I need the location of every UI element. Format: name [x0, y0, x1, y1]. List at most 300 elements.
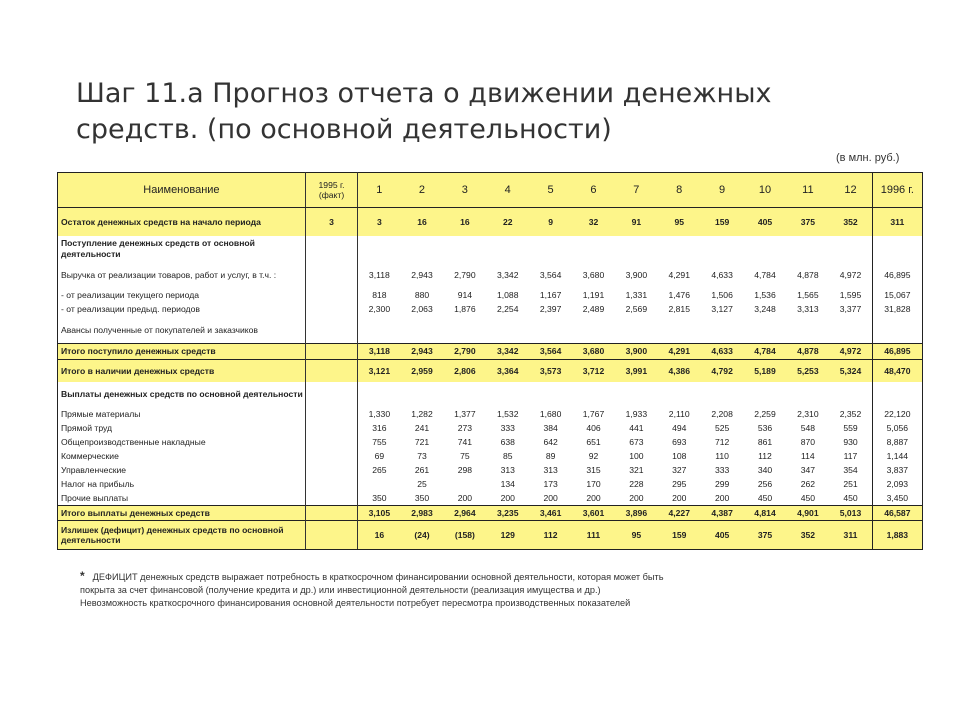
table-row-materials [58, 408, 923, 422]
table-row-total-receipts [58, 344, 923, 360]
cell-month-6: 1,767 [572, 408, 615, 422]
cell-month-10: 536 [744, 422, 787, 436]
cell-month-1 [358, 478, 401, 492]
cell-month-5: 3,461 [529, 506, 572, 521]
cell-month-4: 134 [486, 478, 529, 492]
cell-year-total: 46,587 [872, 506, 922, 521]
cell-month-11 [786, 317, 829, 344]
cell-month-2: 350 [401, 492, 444, 506]
cell-month-3: 298 [443, 464, 486, 478]
cell-fact [305, 303, 357, 317]
header-month-6: 6 [572, 173, 615, 208]
cell-month-5: 313 [529, 464, 572, 478]
cell-month-9: 405 [701, 521, 744, 550]
header-month-12: 12 [829, 173, 872, 208]
table-header-row [58, 173, 923, 208]
cell-month-3 [443, 317, 486, 344]
cell-month-2: 261 [401, 464, 444, 478]
cell-year-total: 31,828 [872, 303, 922, 317]
header-fact-label: (факт) [318, 190, 345, 200]
cell-month-11: 2,310 [786, 408, 829, 422]
cell-month-2: 73 [401, 450, 444, 464]
cell-month-3: 2,790 [443, 344, 486, 360]
row-label: Прямые материалы [58, 408, 306, 422]
cell-month-4: 129 [486, 521, 529, 550]
cell-month-7: 3,900 [615, 262, 658, 289]
cell-month-12: 2,352 [829, 408, 872, 422]
cell-year-total: 1,144 [872, 450, 922, 464]
cell-month-11 [786, 382, 829, 408]
cell-month-1: 2,300 [358, 303, 401, 317]
cell-month-6: 3,680 [572, 262, 615, 289]
cell-month-2 [401, 317, 444, 344]
cell-month-10: 3,248 [744, 303, 787, 317]
cell-month-4: 313 [486, 464, 529, 478]
cell-month-7: 91 [615, 208, 658, 236]
cell-month-4: 85 [486, 450, 529, 464]
cell-month-6: 3,680 [572, 344, 615, 360]
cell-month-3: 200 [443, 492, 486, 506]
cell-month-2: 25 [401, 478, 444, 492]
cell-month-11: 4,878 [786, 344, 829, 360]
cell-month-7: 228 [615, 478, 658, 492]
cell-month-8: 327 [658, 464, 701, 478]
header-month-7: 7 [615, 173, 658, 208]
cell-month-2: 2,063 [401, 303, 444, 317]
cell-month-12: 311 [829, 521, 872, 550]
cell-month-10: 450 [744, 492, 787, 506]
cell-month-1 [358, 236, 401, 262]
row-label: - от реализации предыд. периодов [58, 303, 306, 317]
cell-month-9: 299 [701, 478, 744, 492]
cell-fact [305, 450, 357, 464]
row-label: Авансы полученные от покупателей и заказчиков [58, 317, 306, 344]
cell-month-4: 3,364 [486, 360, 529, 382]
header-fact-year: 1995 г. [318, 180, 345, 190]
cell-month-5: 3,573 [529, 360, 572, 382]
cell-month-2 [401, 382, 444, 408]
table-row-payments-section [58, 382, 923, 408]
cell-month-11: 347 [786, 464, 829, 478]
cell-month-5: 9 [529, 208, 572, 236]
cell-month-1: 755 [358, 436, 401, 450]
cell-month-8 [658, 236, 701, 262]
cell-year-total: 1,883 [872, 521, 922, 550]
cell-month-9: 712 [701, 436, 744, 450]
cell-month-5: 1,680 [529, 408, 572, 422]
cell-month-1 [358, 382, 401, 408]
slide-title-line-1: Шаг 11.а Прогноз отчета о движении денежных [76, 78, 772, 109]
cell-month-3: 273 [443, 422, 486, 436]
cell-month-12: 5,324 [829, 360, 872, 382]
cell-month-5 [529, 236, 572, 262]
cell-month-9: 159 [701, 208, 744, 236]
cell-month-4: 3,342 [486, 262, 529, 289]
cell-month-9: 3,127 [701, 303, 744, 317]
cash-flow-table [57, 172, 923, 550]
cell-month-9: 4,792 [701, 360, 744, 382]
cell-month-6: 651 [572, 436, 615, 450]
cell-month-5 [529, 317, 572, 344]
cell-month-11: 3,313 [786, 303, 829, 317]
slide-title [76, 76, 776, 148]
header-month-10: 10 [744, 173, 787, 208]
row-label: Налог на прибыль [58, 478, 306, 492]
row-label: Прочие выплаты [58, 492, 306, 506]
footnote-line-1 [80, 570, 880, 584]
cell-month-11: 870 [786, 436, 829, 450]
cell-month-1: 69 [358, 450, 401, 464]
cell-month-2: 16 [401, 208, 444, 236]
header-month-2: 2 [401, 173, 444, 208]
cell-month-7: 3,991 [615, 360, 658, 382]
cell-month-10: 5,189 [744, 360, 787, 382]
table-row-surplus [58, 521, 923, 550]
cell-month-1: 316 [358, 422, 401, 436]
cell-month-9: 525 [701, 422, 744, 436]
cell-month-10: 375 [744, 521, 787, 550]
cell-month-5: 112 [529, 521, 572, 550]
cell-month-8: 4,291 [658, 262, 701, 289]
row-label: Итого выплаты денежных средств [58, 506, 306, 521]
cell-month-8: 108 [658, 450, 701, 464]
cell-month-3: 2,806 [443, 360, 486, 382]
cell-month-12: 4,972 [829, 262, 872, 289]
cell-month-7: 673 [615, 436, 658, 450]
cell-month-6: 2,489 [572, 303, 615, 317]
cell-month-12: 251 [829, 478, 872, 492]
header-month-3: 3 [443, 173, 486, 208]
table-row-receipts-section [58, 236, 923, 262]
cell-month-6: 111 [572, 521, 615, 550]
slide-title-line-2: средств. (по основной деятельности) [76, 114, 612, 145]
cell-month-2: 1,282 [401, 408, 444, 422]
cell-month-7: 321 [615, 464, 658, 478]
cell-month-11: 548 [786, 422, 829, 436]
cell-month-12: 930 [829, 436, 872, 450]
cell-month-7 [615, 317, 658, 344]
cell-month-2: 721 [401, 436, 444, 450]
cell-year-total: 8,887 [872, 436, 922, 450]
row-label: Общепроизводственные накладные [58, 436, 306, 450]
cell-month-8 [658, 317, 701, 344]
table-row-overhead [58, 436, 923, 450]
cell-month-10: 4,814 [744, 506, 787, 521]
cell-month-1: 818 [358, 289, 401, 303]
cell-month-4: 638 [486, 436, 529, 450]
cell-month-8: 95 [658, 208, 701, 236]
cell-month-10 [744, 317, 787, 344]
cell-month-4: 3,235 [486, 506, 529, 521]
cell-month-7 [615, 236, 658, 262]
cell-month-1: 1,330 [358, 408, 401, 422]
cell-fact [305, 464, 357, 478]
cell-year-total: 46,895 [872, 344, 922, 360]
cell-month-3 [443, 236, 486, 262]
row-label: Итого в наличии денежных средств [58, 360, 306, 382]
cell-fact: 3 [305, 208, 357, 236]
cell-month-4: 22 [486, 208, 529, 236]
row-label: Управленческие [58, 464, 306, 478]
cell-month-11: 5,253 [786, 360, 829, 382]
cell-month-12: 3,377 [829, 303, 872, 317]
cell-month-10: 1,536 [744, 289, 787, 303]
cell-month-10 [744, 382, 787, 408]
header-month-4: 4 [486, 173, 529, 208]
cell-month-9: 110 [701, 450, 744, 464]
cell-month-4: 333 [486, 422, 529, 436]
row-label: Коммерческие [58, 450, 306, 464]
cell-month-11: 114 [786, 450, 829, 464]
cell-month-4: 2,254 [486, 303, 529, 317]
cell-fact [305, 382, 357, 408]
cell-month-7: 3,896 [615, 506, 658, 521]
table-row-total-payments [58, 506, 923, 521]
footnote-line-2: покрыта за счет финансовой (получение кредита и др.) или инвестиционной деятельности (реализация имущества и др.) [80, 585, 601, 595]
cell-month-5: 642 [529, 436, 572, 450]
cell-month-1: 3,121 [358, 360, 401, 382]
cell-month-3 [443, 478, 486, 492]
cell-fact [305, 408, 357, 422]
cell-month-3: 1,377 [443, 408, 486, 422]
cell-month-7: 441 [615, 422, 658, 436]
cell-month-2: 2,943 [401, 344, 444, 360]
cell-month-11: 4,878 [786, 262, 829, 289]
cell-month-1: 16 [358, 521, 401, 550]
cell-month-12: 352 [829, 208, 872, 236]
cell-month-1: 265 [358, 464, 401, 478]
cell-year-total [872, 382, 922, 408]
cell-fact [305, 344, 357, 360]
cell-month-1: 3,118 [358, 262, 401, 289]
cell-year-total: 3,837 [872, 464, 922, 478]
cell-month-9: 4,633 [701, 344, 744, 360]
header-year-total: 1996 г. [872, 173, 922, 208]
cell-month-6: 3,712 [572, 360, 615, 382]
table-row-labor [58, 422, 923, 436]
cell-month-8: 200 [658, 492, 701, 506]
cell-month-7: 2,569 [615, 303, 658, 317]
cell-month-3 [443, 382, 486, 408]
cell-year-total [872, 317, 922, 344]
table-row-administrative [58, 464, 923, 478]
cell-month-6 [572, 382, 615, 408]
cell-month-8: 159 [658, 521, 701, 550]
header-month-9: 9 [701, 173, 744, 208]
cell-month-5: 3,564 [529, 344, 572, 360]
cell-month-10: 112 [744, 450, 787, 464]
table-row-advances [58, 317, 923, 344]
cell-fact [305, 262, 357, 289]
cell-month-3: 914 [443, 289, 486, 303]
cell-month-8: 295 [658, 478, 701, 492]
cell-fact [305, 478, 357, 492]
cell-month-9: 200 [701, 492, 744, 506]
cell-month-9: 1,506 [701, 289, 744, 303]
row-label: Излишек (дефицит) денежных средств по основной деятельности [58, 521, 306, 550]
cell-year-total: 22,120 [872, 408, 922, 422]
cell-month-2 [401, 236, 444, 262]
cell-fact [305, 360, 357, 382]
cell-month-6 [572, 317, 615, 344]
cell-month-8 [658, 382, 701, 408]
cell-month-5: 89 [529, 450, 572, 464]
cell-month-11: 375 [786, 208, 829, 236]
cell-month-9 [701, 236, 744, 262]
cell-fact [305, 422, 357, 436]
row-label: Выручка от реализации товаров, работ и услуг, в т.ч. : [58, 262, 306, 289]
cell-month-8: 4,386 [658, 360, 701, 382]
table-row-total-available [58, 360, 923, 382]
cell-month-7: 95 [615, 521, 658, 550]
cell-month-10: 256 [744, 478, 787, 492]
cell-year-total: 311 [872, 208, 922, 236]
cell-month-9: 333 [701, 464, 744, 478]
cell-month-6 [572, 236, 615, 262]
cell-month-7 [615, 382, 658, 408]
cell-month-2: 880 [401, 289, 444, 303]
table-body [58, 208, 923, 550]
cell-month-3: 75 [443, 450, 486, 464]
cell-month-3: 1,876 [443, 303, 486, 317]
cell-month-9 [701, 382, 744, 408]
header-month-11: 11 [786, 173, 829, 208]
cell-month-10: 861 [744, 436, 787, 450]
cell-month-4 [486, 317, 529, 344]
cell-month-11: 262 [786, 478, 829, 492]
cell-month-8: 2,110 [658, 408, 701, 422]
cell-month-11 [786, 236, 829, 262]
cell-month-7: 3,900 [615, 344, 658, 360]
table-row-other [58, 492, 923, 506]
table-row-prev-periods [58, 303, 923, 317]
header-month-5: 5 [529, 173, 572, 208]
table-row-revenue [58, 262, 923, 289]
cell-month-6: 170 [572, 478, 615, 492]
cell-month-8: 4,227 [658, 506, 701, 521]
cell-month-4: 3,342 [486, 344, 529, 360]
table-row-commercial [58, 450, 923, 464]
header-month-1: 1 [358, 173, 401, 208]
cell-month-6: 406 [572, 422, 615, 436]
cell-month-2: (24) [401, 521, 444, 550]
cell-month-3: 16 [443, 208, 486, 236]
cell-year-total: 2,093 [872, 478, 922, 492]
cell-month-12: 4,972 [829, 344, 872, 360]
header-fact [305, 173, 357, 208]
cell-month-4: 200 [486, 492, 529, 506]
cell-year-total [872, 236, 922, 262]
cell-month-4 [486, 236, 529, 262]
cell-month-3: (158) [443, 521, 486, 550]
cell-month-5: 200 [529, 492, 572, 506]
cell-month-1: 350 [358, 492, 401, 506]
cell-fact [305, 506, 357, 521]
cell-month-10: 405 [744, 208, 787, 236]
cell-month-6: 32 [572, 208, 615, 236]
cell-month-12 [829, 317, 872, 344]
row-label: Прямой труд [58, 422, 306, 436]
cell-month-6: 3,601 [572, 506, 615, 521]
cell-year-total: 46,895 [872, 262, 922, 289]
cell-month-8: 2,815 [658, 303, 701, 317]
cell-year-total: 5,056 [872, 422, 922, 436]
cell-year-total: 3,450 [872, 492, 922, 506]
cell-month-12: 1,595 [829, 289, 872, 303]
cell-month-2: 2,943 [401, 262, 444, 289]
footnote-line-3: Невозможность краткосрочного финансирования основной деятельности потребует пересмотра производственных показателей [80, 598, 631, 608]
cell-month-8: 1,476 [658, 289, 701, 303]
cell-month-6: 200 [572, 492, 615, 506]
cell-month-1: 3 [358, 208, 401, 236]
footnote-star: * [80, 569, 85, 583]
cell-month-4: 1,532 [486, 408, 529, 422]
row-label: Итого поступило денежных средств [58, 344, 306, 360]
cell-month-7: 1,933 [615, 408, 658, 422]
cell-month-1 [358, 317, 401, 344]
cell-month-2: 2,983 [401, 506, 444, 521]
row-label: Выплаты денежных средств по основной деятельности [58, 382, 306, 408]
cell-month-10: 4,784 [744, 262, 787, 289]
cell-month-12: 354 [829, 464, 872, 478]
cell-month-7: 200 [615, 492, 658, 506]
cell-month-8: 494 [658, 422, 701, 436]
cell-year-total: 15,067 [872, 289, 922, 303]
cell-month-1: 3,118 [358, 344, 401, 360]
cell-fact [305, 521, 357, 550]
header-name: Наименование [58, 173, 306, 208]
table-row-current-period [58, 289, 923, 303]
cell-month-9: 4,633 [701, 262, 744, 289]
cell-month-11: 352 [786, 521, 829, 550]
cell-month-10 [744, 236, 787, 262]
cell-month-4 [486, 382, 529, 408]
cell-month-3: 2,790 [443, 262, 486, 289]
cell-month-8: 4,291 [658, 344, 701, 360]
cell-fact [305, 492, 357, 506]
cell-month-10: 4,784 [744, 344, 787, 360]
cell-month-4: 1,088 [486, 289, 529, 303]
cell-month-1: 3,105 [358, 506, 401, 521]
cell-fact [305, 289, 357, 303]
cell-month-12 [829, 236, 872, 262]
cell-month-5: 384 [529, 422, 572, 436]
row-label: - от реализации текущего периода [58, 289, 306, 303]
cell-month-9: 4,387 [701, 506, 744, 521]
cell-month-2: 241 [401, 422, 444, 436]
cell-month-7: 1,331 [615, 289, 658, 303]
cell-fact [305, 317, 357, 344]
header-month-8: 8 [658, 173, 701, 208]
cell-month-12: 559 [829, 422, 872, 436]
cell-month-2: 2,959 [401, 360, 444, 382]
cell-month-3: 741 [443, 436, 486, 450]
cell-month-5: 3,564 [529, 262, 572, 289]
cell-month-10: 2,259 [744, 408, 787, 422]
cell-month-11: 1,565 [786, 289, 829, 303]
row-label: Остаток денежных средств на начало периода [58, 208, 306, 236]
row-label: Поступление денежных средств от основной деятельности [58, 236, 306, 262]
cell-month-9 [701, 317, 744, 344]
table-row-opening [58, 208, 923, 236]
cell-month-5: 2,397 [529, 303, 572, 317]
cell-month-10: 340 [744, 464, 787, 478]
cell-month-12 [829, 382, 872, 408]
cell-fact [305, 436, 357, 450]
cell-month-6: 315 [572, 464, 615, 478]
cell-month-11: 4,901 [786, 506, 829, 521]
cell-month-8: 693 [658, 436, 701, 450]
